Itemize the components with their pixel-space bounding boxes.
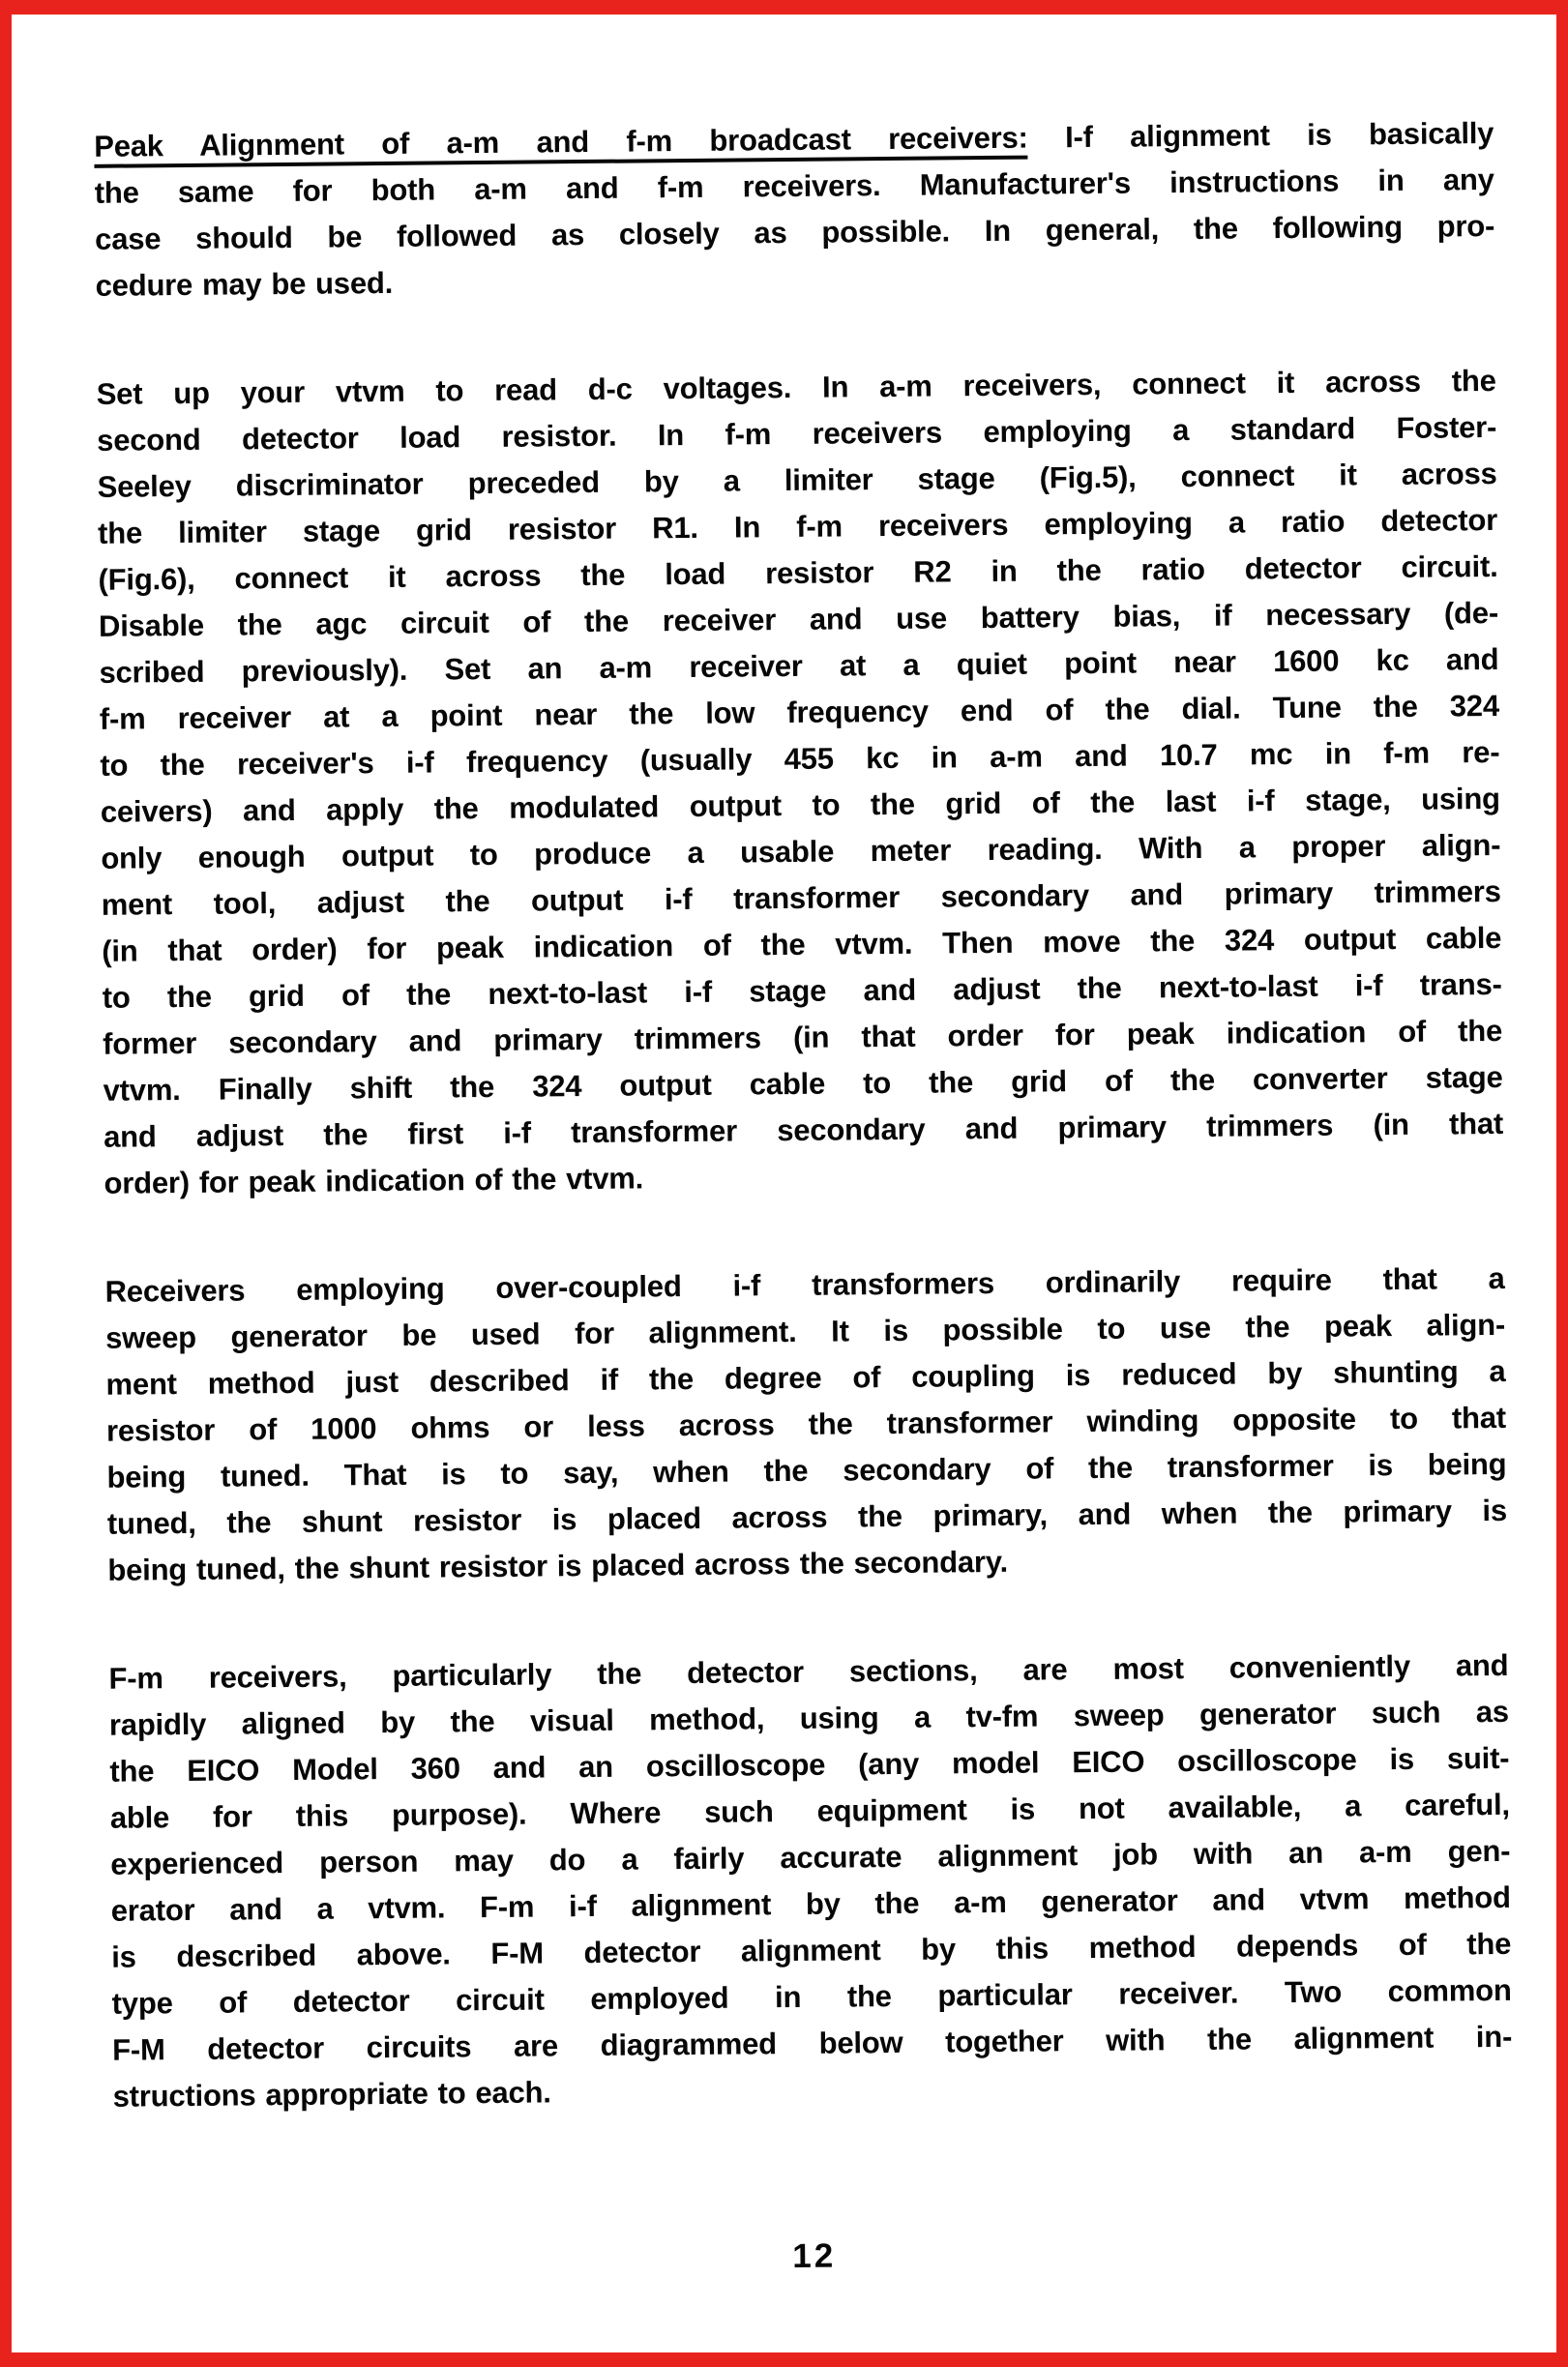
paragraph-lines — [104, 1256, 1507, 1594]
text-line: tuned, the shunt resistor is placed across the primary, and when the primary is — [106, 1493, 1508, 1541]
text-line: structions appropriate to each. — [112, 2075, 551, 2114]
paragraph-lines — [97, 358, 1504, 1207]
text-line: to the receiver's i-f frequency (usually 455 kc in a-m and 10.7 mc in f-m re- — [100, 734, 1500, 783]
text-line: cedure may be used. — [95, 265, 394, 303]
paragraph-lines — [95, 157, 1495, 310]
text-line: experienced person may do a fairly accurate alignment job with an a-m gen- — [110, 1833, 1511, 1881]
paragraph-visual-method — [108, 1642, 1513, 2120]
text-line: ment tool, adjust the output i-f transformer secondary and primary trimmers — [101, 873, 1501, 922]
text-line: (Fig.6), connect it across the load resistor R2 in the ratio detector circuit. — [98, 548, 1498, 597]
text-line: case should be followed as closely as possible. In general, the following pro- — [95, 208, 1495, 256]
text-line: Seeley discriminator preceded by a limiter stage (Fig.5), connect it across — [97, 456, 1497, 504]
text-line: order) for peak indication of the vtvm. — [104, 1161, 644, 1200]
text-line: being tuned, the shunt resistor is placed across the secondary. — [107, 1544, 1009, 1587]
page-text-block — [12, 7, 1568, 2287]
text-line: able for this purpose). Where such equipment is not available, a careful, — [109, 1787, 1510, 1835]
text-line: second detector load resistor. In f-m receivers employing a standard Foster- — [97, 409, 1497, 458]
text-line: sweep generator be used for alignment. It is possible to use the peak align- — [104, 1307, 1506, 1355]
section-heading: Peak Alignment of a-m and f-m broadcast receivers: — [94, 121, 1028, 168]
text-line: F-m receivers, particularly the detector sections, are most conveniently and — [108, 1647, 1509, 1696]
text-line: vtvm. Finally shift the 324 output cable to the grid of the converter stage — [103, 1059, 1503, 1108]
text-line: former secondary and primary trimmers (in that order for peak indication of the — [103, 1013, 1503, 1061]
text-line: Disable the agc circuit of the receiver and use battery bias, if necessary (de- — [98, 595, 1499, 643]
page-number: 12 — [792, 2236, 837, 2276]
text-line: Set up your vtvm to read d-c voltages. In a-m receivers, connect it across the — [96, 363, 1496, 411]
heading-continuation: I-f alignment is basically — [1064, 115, 1494, 155]
paragraph-lines — [108, 1642, 1513, 2120]
text-line: (in that order) for peak indication of the vtvm. Then move the 324 output cable — [102, 920, 1502, 968]
text-line: only enough output to produce a usable meter reading. With a proper align- — [101, 827, 1501, 875]
text-line: Receivers employing over-coupled i-f transformers ordinarily require that a — [104, 1260, 1505, 1309]
text-line: and adjust the first i-f transformer secondary and primary trimmers (in that — [103, 1106, 1504, 1154]
text-line: erator and a vtvm. F-m i-f alignment by the a-m generator and vtvm method — [110, 1879, 1511, 1928]
text-line: resistor of 1000 ohms or less across the transformer winding opposite to that — [105, 1400, 1507, 1448]
text-line: the EICO Model 360 and an oscilloscope (any model EICO oscilloscope is suit- — [109, 1740, 1510, 1789]
text-line: the limiter stage grid resistor R1. In f-m receivers employing a ratio detector — [97, 502, 1498, 550]
text-line: ment method just described if the degree of coupling is reduced by shunting a — [105, 1353, 1506, 1402]
paragraph-vtvm-setup — [97, 358, 1504, 1207]
text-line: being tuned. That is to say, when the secondary of the transformer is being — [106, 1446, 1507, 1494]
paragraph-peak-alignment — [94, 110, 1495, 310]
text-line: rapidly aligned by the visual method, using a tv-fm sweep generator such as — [108, 1694, 1510, 1742]
paragraph-overcoupled — [104, 1256, 1507, 1594]
text-line: is described above. F-M detector alignment by this method depends of the — [111, 1926, 1512, 1974]
text-line: to the grid of the next-to-last i-f stage and adjust the next-to-last i-f trans- — [102, 966, 1502, 1015]
text-line: the same for both a-m and f-m receivers. Manufacturer's instructions in any — [94, 162, 1494, 210]
text-line: scribed previously). Set an a-m receiver at a quiet point near 1600 kc and — [99, 641, 1499, 690]
text-line: F-M detector circuits are diagrammed below together with the alignment in- — [111, 2019, 1513, 2067]
text-line: ceivers) and apply the modulated output to the grid of the last i-f stage, using — [100, 781, 1500, 829]
text-line: type of detector circuit employed in the particular receiver. Two common — [111, 1972, 1512, 2021]
text-line: f-m receiver at a point near the low frequency end of the dial. Tune the 324 — [99, 688, 1500, 736]
